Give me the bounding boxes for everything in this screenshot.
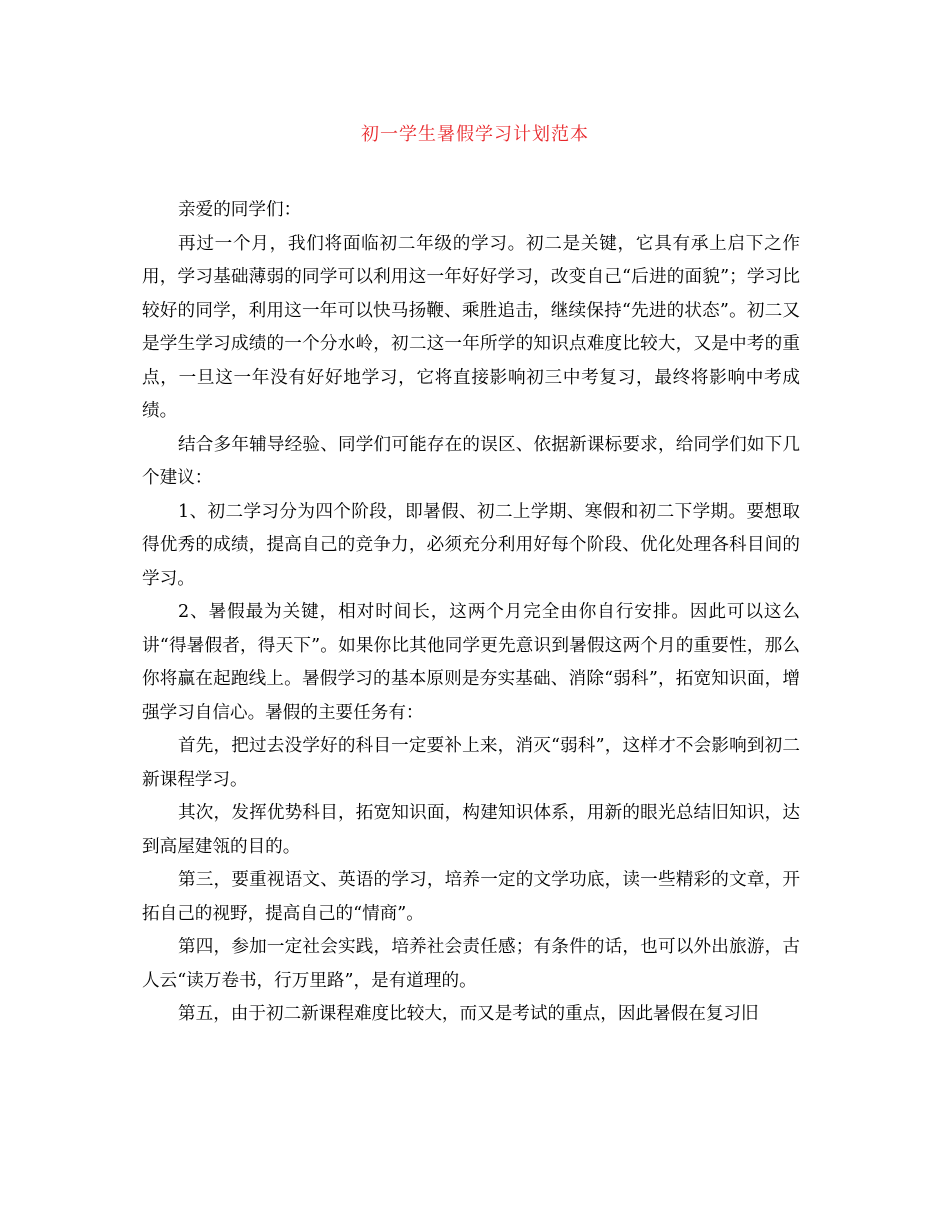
paragraph-task-second: 其次，发挥优势科目，拓宽知识面，构建知识体系，用新的眼光总结旧知识，达到高屋建瓴的目的。 bbox=[142, 803, 800, 857]
document-title: 初一学生暑假学习计划范本 bbox=[361, 124, 589, 145]
paragraph-point-2: 2、暑假最为关键，相对时间长，这两个月完全由你自行安排。因此可以这么讲“得暑假者，得天下”。如果你比其他同学更先意识到暑假这两个月的重要性，那么你将赢在起跑线上。暑假学习的基本原则是夯实基础、消除“弱科”，拓宽知识面，增强学习自信心。暑假的主要任务有： bbox=[142, 602, 800, 723]
paragraph-greeting: 亲爱的同学们： bbox=[178, 200, 302, 220]
paragraph-point-1: 1、初二学习分为四个阶段，即暑假、初二上学期、寒假和初二下学期。要想取得优秀的成绩，提高自己的竞争力，必须充分利用好每个阶段、优化处理各科目间的学习。 bbox=[142, 501, 800, 589]
document-body bbox=[142, 194, 800, 1032]
paragraph-task-fifth: 第五，由于初二新课程难度比较大，而又是考试的重点，因此暑假在复习旧 bbox=[178, 1004, 759, 1024]
paragraph-task-fourth: 第四，参加一定社会实践，培养社会责任感；有条件的话，也可以外出旅游，古人云“读万卷书，行万里路”，是有道理的。 bbox=[142, 937, 800, 991]
paragraph-task-first: 首先，把过去没学好的科目一定要补上来，消灭“弱科”，这样才不会影响到初二新课程学习。 bbox=[142, 736, 800, 790]
paragraph-suggestions-intro: 结合多年辅导经验、同学们可能存在的误区、依据新课标要求，给同学们如下几个建议： bbox=[142, 434, 800, 488]
paragraph-task-third: 第三，要重视语文、英语的学习，培养一定的文学功底，读一些精彩的文章，开拓自己的视野，提高自己的“情商”。 bbox=[142, 870, 800, 924]
paragraph-intro: 再过一个月，我们将面临初二年级的学习。初二是关键，它具有承上启下之作用，学习基础薄弱的同学可以利用这一年好好学习，改变自己“后进的面貌”；学习比较好的同学，利用这一年可以快马扬鞭、乘胜追击，继续保持“先进的状态”。初二又是学生学习成绩的一个分水岭，初二这一年所学的知识点难度比较大，又是中考的重点，一旦这一年没有好好地学习，它将直接影响初三中考复习，最终将影响中考成绩。 bbox=[142, 233, 800, 421]
